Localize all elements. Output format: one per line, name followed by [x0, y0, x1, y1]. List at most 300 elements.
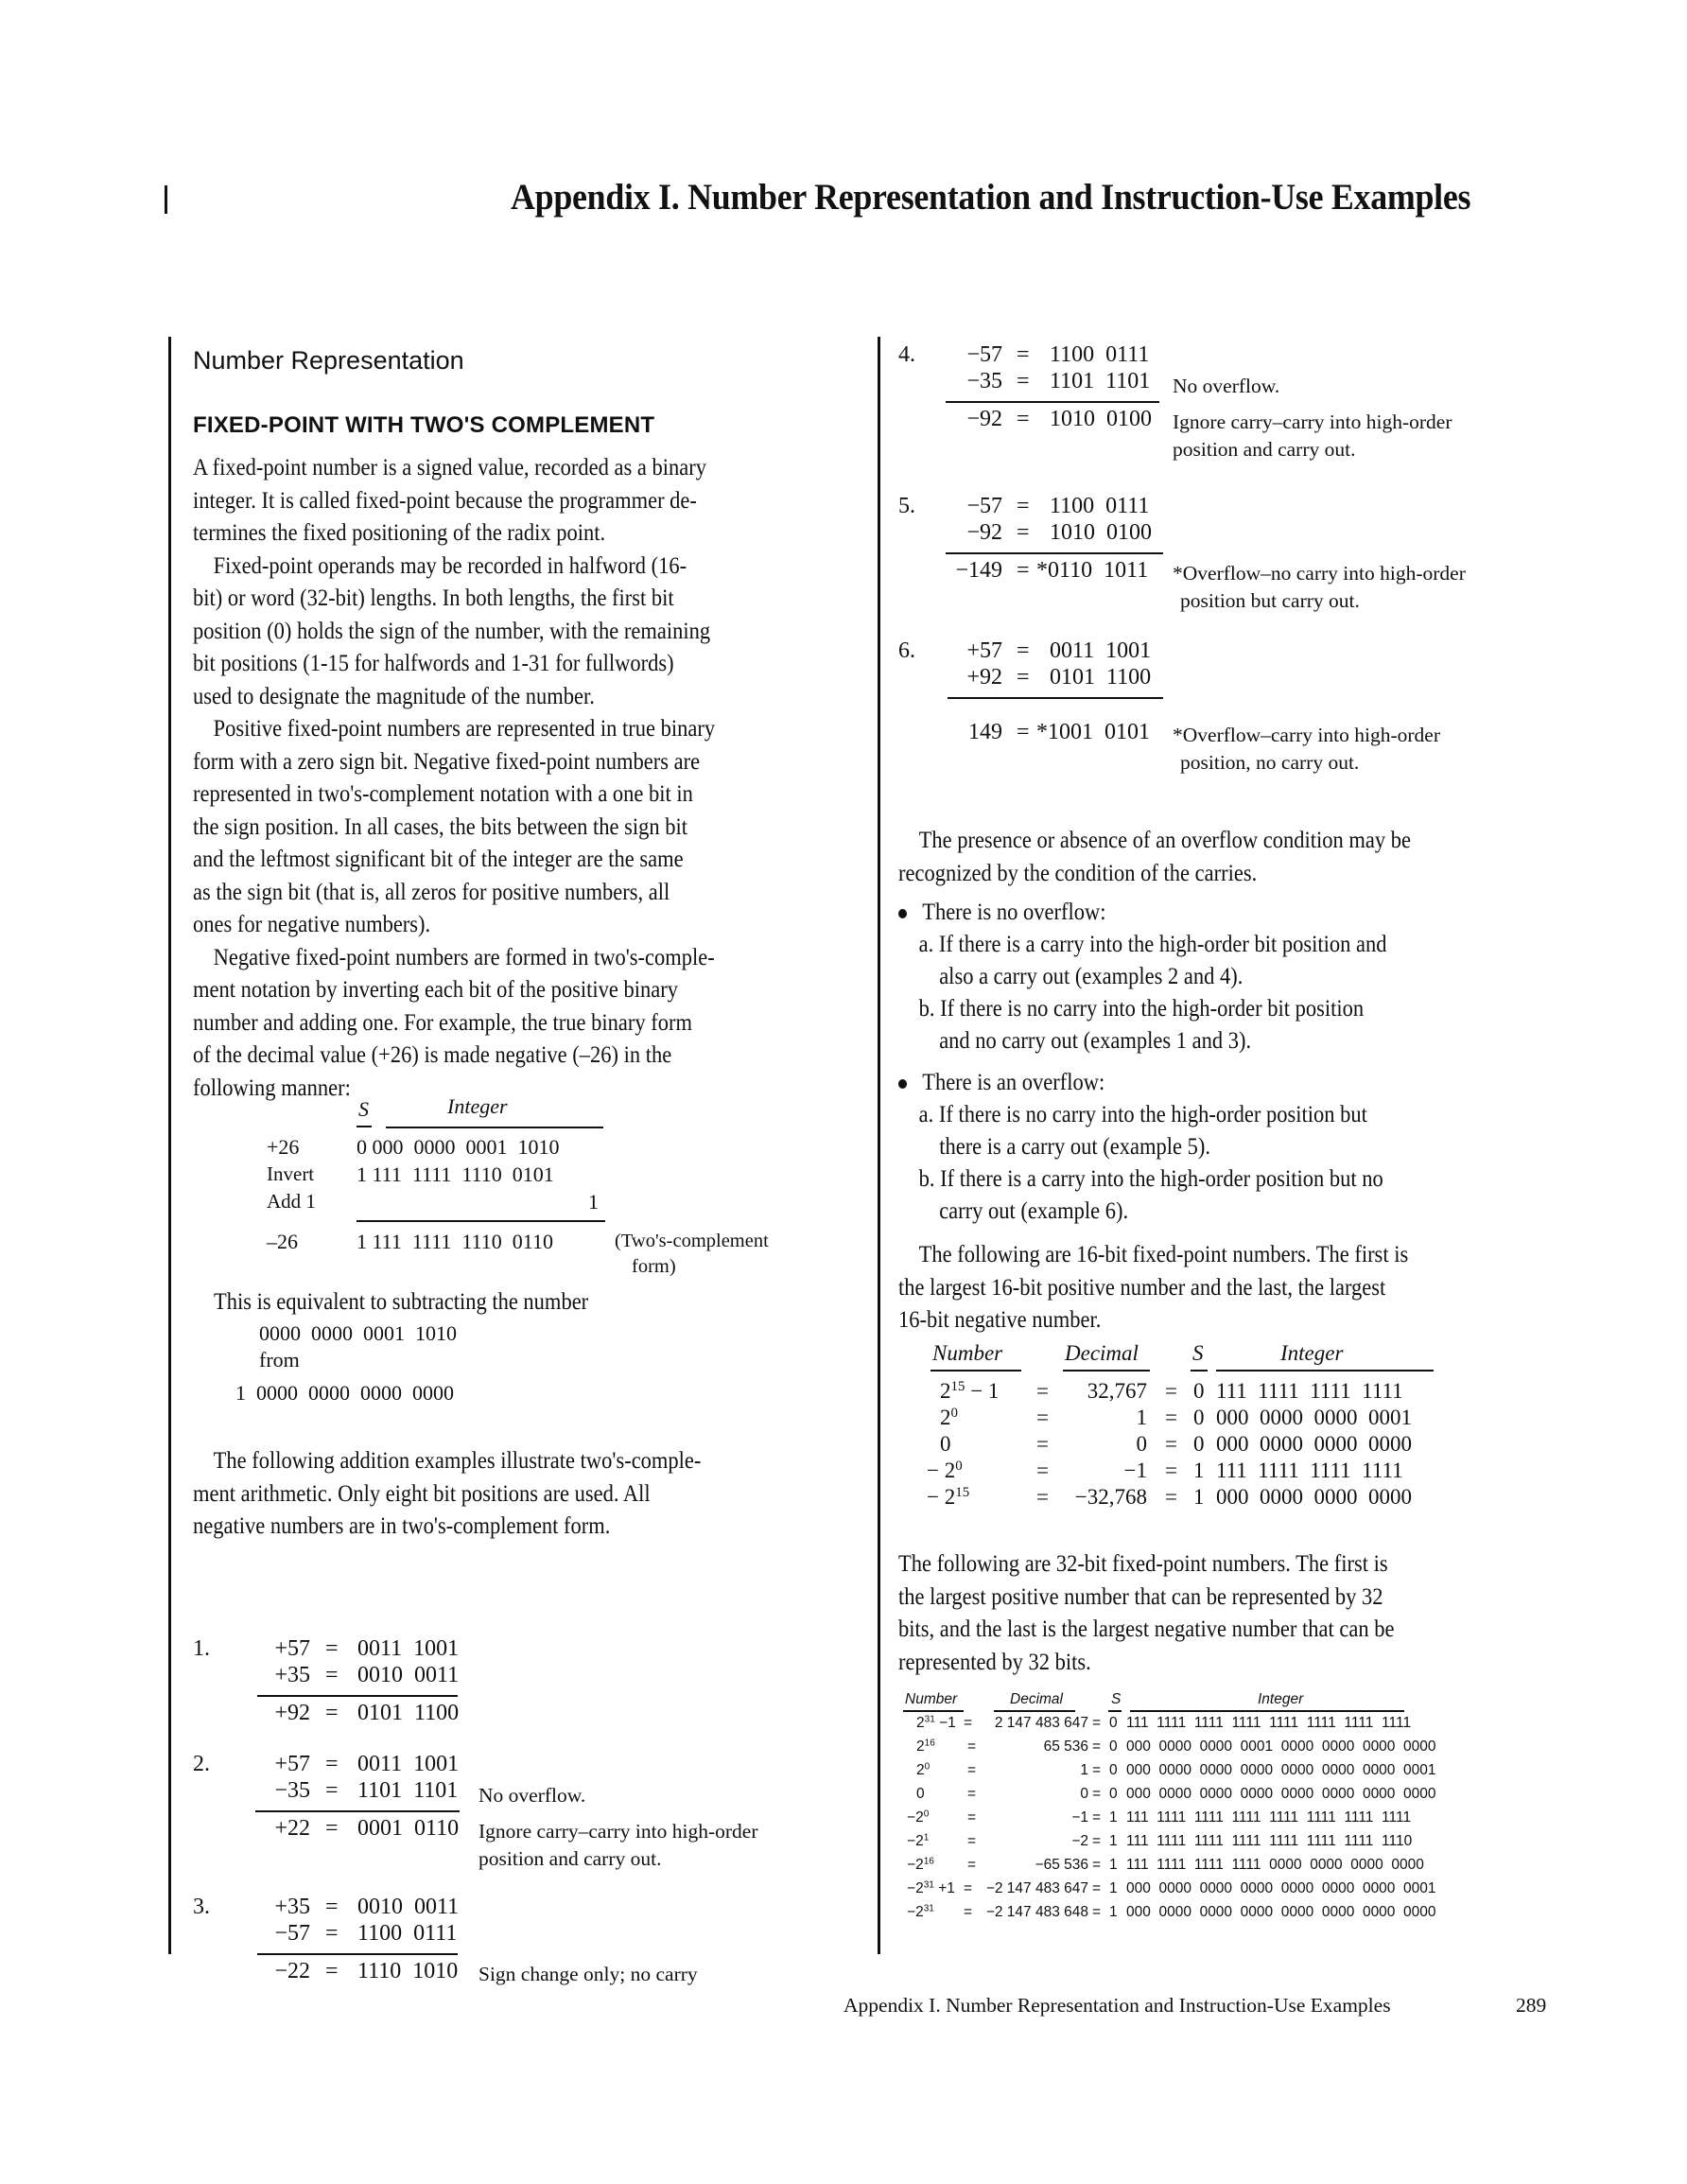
equals-sign: =: [1092, 1904, 1102, 1920]
neg-example-label-plus26: +26: [267, 1135, 300, 1159]
text-line: and the leftmost significant bit of the integer are the same: [193, 847, 684, 872]
result: −149: [955, 558, 1002, 583]
decimal-value: −1: [1123, 1459, 1147, 1482]
operand-a-bits: 0010 0011: [357, 1895, 460, 1919]
column-header-number: Number: [932, 1341, 1003, 1365]
operand-b: −57: [274, 1921, 310, 1946]
sign-bit: 0: [1193, 1432, 1205, 1456]
table-row: [916, 1786, 925, 1803]
text-line: Negative fixed-point numbers are formed in two's-comple-: [213, 944, 715, 970]
decimal-value: 0: [1136, 1432, 1147, 1456]
decimal-value: −1: [1071, 1809, 1088, 1826]
operand-a-bits: 1100 0111: [1050, 342, 1150, 367]
column-header-decimal: Decimal: [1065, 1341, 1139, 1365]
number-exponent: 15: [950, 1378, 965, 1394]
neg-example-label-invert: Invert: [267, 1162, 315, 1185]
page-title: Appendix I. Number Representation and Instruction-Use Examples: [511, 177, 1471, 218]
section-subheading: FIXED-POINT WITH TWO'S COMPLEMENT: [193, 412, 655, 438]
neg-example-label-minus26: –26: [267, 1230, 298, 1253]
column-header-integer: Integer: [1258, 1691, 1304, 1707]
equals-sign: =: [1092, 1809, 1102, 1826]
equals-sign: =: [1165, 1459, 1177, 1482]
sign-bit: 0: [1193, 1379, 1205, 1403]
table-row: [916, 1738, 935, 1756]
decimal-value: −2 147 483 647: [985, 1880, 1088, 1896]
page-number: 289: [1516, 1994, 1547, 2017]
text-line: bit positions (1-15 for halfwords and 1-31 for fullwords): [193, 651, 674, 676]
result: −22: [274, 1959, 310, 1983]
number-suffix: −1: [934, 1715, 956, 1731]
number-exponent: 15: [955, 1484, 970, 1500]
operand-b-note: No overflow.: [478, 1784, 586, 1807]
list-text: If there is a carry into the high-order position but no: [940, 1166, 1383, 1192]
text-line: Positive fixed-point numbers are represented in true binary: [213, 716, 716, 742]
equals-sign: =: [967, 1738, 977, 1755]
list-item: [898, 1163, 1386, 1196]
text-line: form with a zero sign bit. Negative fixed-point numbers are: [193, 748, 701, 775]
sign-bit: 0: [1109, 1762, 1118, 1778]
neg-example-bits-plus26: 0 000 0000 0001 1010: [357, 1135, 560, 1159]
paragraph-overflow: [898, 825, 1411, 890]
sign-bit: 1: [1109, 1833, 1118, 1849]
operand-b: −35: [966, 369, 1002, 393]
operand-b-bits: 0101 1100: [1050, 665, 1152, 690]
neg-example-label-add1: Add 1: [267, 1190, 316, 1213]
list-text: If there is no carry into the high-order position but: [938, 1102, 1367, 1127]
integer-bits: 111 1111 1111 1111 0000 0000 0000 0000: [1126, 1857, 1424, 1873]
integer-bits: 000 0000 0000 0001 0000 0000 0000 0000: [1126, 1738, 1436, 1755]
result-note: Sign change only; no carry: [478, 1963, 698, 1985]
neg-header-integer-underline: [386, 1127, 603, 1128]
table-row: [907, 1809, 929, 1826]
operand-a: +57: [274, 1752, 310, 1776]
number-base: 2: [915, 1880, 924, 1896]
column-header-s: S: [1192, 1341, 1204, 1365]
text-line: the sign position. In all cases, the bits between the sign bit: [193, 813, 688, 840]
integer-bits: 111 1111 1111 1111 1111 1111 1111 1111: [1126, 1715, 1412, 1731]
result: +92: [274, 1701, 310, 1725]
list-marker: a.: [918, 1102, 934, 1127]
text-line: The following addition examples illustrate two's-comple-: [213, 1448, 702, 1474]
table-row: [916, 1762, 930, 1779]
bullet-icon: [898, 909, 907, 918]
list-marker: b.: [918, 996, 935, 1022]
number-base: 2: [916, 1762, 925, 1778]
column-header-number: Number: [905, 1691, 958, 1707]
equals-sign: =: [1017, 369, 1030, 393]
equals-sign: =: [1092, 1857, 1102, 1873]
sign-bit: 0: [1109, 1738, 1118, 1755]
result-note: Ignore carry–carry into high-order: [1173, 411, 1452, 433]
operand-a-bits: 0011 1001: [357, 1752, 460, 1776]
text-line: following manner:: [193, 1075, 351, 1101]
text-line: The following are 16-bit fixed-point numbers. The first is: [918, 1242, 1409, 1267]
result-bits: *0110 1011: [1036, 558, 1149, 583]
paragraph-negative: [193, 942, 715, 1106]
result-note: *Overflow–no carry into high-order: [1173, 562, 1466, 585]
equals-sign: =: [967, 1786, 977, 1802]
table-row: [907, 1880, 955, 1897]
change-bar-title: [165, 185, 167, 214]
paragraph-16bit: [898, 1239, 1408, 1337]
operand-a: −57: [966, 342, 1002, 367]
example-number: 5.: [898, 494, 915, 518]
result-bits: 0001 0110: [357, 1816, 460, 1841]
equiv-value: 0000 0000 0001 1010: [259, 1321, 457, 1345]
number-base: 0: [940, 1432, 951, 1456]
sign-bit: 0: [1193, 1406, 1205, 1429]
equiv-from: from: [259, 1348, 300, 1372]
text-line: The presence or absence of an overflow condition may be: [918, 828, 1412, 853]
equals-sign: =: [967, 1833, 977, 1849]
left-paragraphs: [193, 452, 715, 1105]
decimal-value: −2: [1071, 1833, 1088, 1849]
result-note: Ignore carry–carry into high-order: [478, 1820, 758, 1843]
number-base: 2: [915, 1833, 924, 1849]
equals-sign: =: [967, 1762, 977, 1778]
paragraph-32bit: [898, 1548, 1394, 1679]
example-number: 6.: [898, 638, 915, 663]
operand-b-bits: 1010 0100: [1050, 520, 1152, 545]
text-line: bits, and the last is the largest negative number that can be: [898, 1616, 1395, 1642]
integer-bits: 111 1111 1111 1111 1111 1111 1111 1110: [1126, 1833, 1413, 1849]
number-sign: −: [907, 1880, 916, 1896]
paragraph-definition: [193, 452, 715, 550]
result-bits: 1010 0100: [1050, 407, 1152, 431]
table-row: [927, 1459, 963, 1483]
neg-header-s-underline: [357, 1126, 372, 1127]
number-suffix: +1: [933, 1880, 955, 1896]
table-row: [927, 1485, 969, 1510]
column-header-integer: Integer: [1280, 1341, 1344, 1365]
result-note-cont: position and carry out.: [1173, 438, 1356, 461]
list-item-cont: there is a carry out (example 5).: [939, 1134, 1210, 1160]
text-line: position (0) holds the sign of the number, with the remaining: [193, 618, 711, 644]
equals-sign: =: [1092, 1786, 1102, 1802]
equals-sign: =: [325, 1663, 339, 1687]
result-bits: *1001 0101: [1036, 720, 1150, 744]
equals-sign: =: [325, 1752, 339, 1776]
column-header-decimal: Decimal: [1010, 1691, 1063, 1707]
text-line: The following are 32-bit fixed-point numbers. The first is: [898, 1551, 1388, 1577]
equiv-sentence: This is equivalent to subtracting the number: [214, 1289, 589, 1315]
equals-sign: =: [325, 1921, 339, 1946]
decimal-value: 0: [1080, 1786, 1088, 1802]
text-line: ment arithmetic. Only eight bit positions are used. All: [193, 1480, 651, 1507]
integer-bits: 000 0000 0000 0000 0000 0000 0000 0001: [1126, 1880, 1436, 1896]
operand-b-note: No overflow.: [1173, 375, 1280, 397]
sum-rule: [946, 552, 1163, 554]
text-line: used to designate the magnitude of the number.: [193, 683, 595, 709]
number-exponent: 0: [924, 1761, 930, 1773]
integer-bits: 000 0000 0000 0000: [1216, 1432, 1412, 1456]
sign-bit: 1: [1109, 1904, 1118, 1920]
text-line: recognized by the condition of the carries.: [898, 860, 1258, 886]
equals-sign: =: [1036, 1459, 1049, 1482]
text-line: Fixed-point operands may be recorded in halfword (16-: [213, 552, 687, 579]
sum-rule: [946, 401, 1159, 403]
decimal-value: 32,767: [1087, 1379, 1147, 1403]
equals-sign: =: [1017, 665, 1030, 690]
operand-b-bits: 0010 0011: [357, 1663, 460, 1687]
integer-bits: 111 1111 1111 1111: [1216, 1379, 1403, 1403]
list-text: If there is a carry into the high-order bit position and: [938, 932, 1387, 957]
text-line: as the sign bit (that is, all zeros for positive numbers, all: [193, 879, 670, 905]
equals-sign: =: [964, 1880, 973, 1896]
number-base: 2: [940, 1379, 951, 1403]
neg-header-integer: Integer: [447, 1094, 508, 1118]
text-line: represented in two's-complement notation with a one bit in: [193, 781, 693, 807]
integer-bits: 000 0000 0000 0000: [1216, 1485, 1412, 1509]
sign-bit: 0: [1109, 1715, 1118, 1731]
number-exponent: 0: [923, 1808, 930, 1820]
decimal-value: −32,768: [1074, 1485, 1147, 1509]
number-exponent: 31: [923, 1903, 934, 1914]
equals-sign: =: [1017, 342, 1030, 367]
equals-sign: =: [1036, 1485, 1049, 1509]
table-row: [907, 1833, 929, 1850]
result: +22: [274, 1816, 310, 1841]
table-row: [940, 1432, 951, 1457]
equals-sign: =: [1017, 638, 1030, 663]
bullet-no-overflow: [898, 897, 1386, 929]
operand-a: −57: [966, 494, 1002, 518]
sign-bit: 0: [1109, 1786, 1118, 1802]
number-sign: −: [927, 1459, 945, 1482]
equals-sign: =: [1017, 720, 1030, 744]
operand-b-bits: 1101 1101: [357, 1778, 459, 1803]
operand-a: +35: [274, 1895, 310, 1919]
operand-b-bits: 1101 1101: [1050, 369, 1151, 393]
number-sign: −: [927, 1485, 945, 1509]
bullet-overflow: [898, 1067, 1386, 1099]
integer-bits: 000 0000 0000 0001: [1216, 1406, 1412, 1429]
number-base: 2: [940, 1406, 951, 1429]
number-sign: −: [907, 1833, 916, 1849]
text-line: ment notation by inverting each bit of the positive binary: [193, 977, 679, 1003]
decimal-value: 1: [1136, 1406, 1147, 1429]
operand-b: +92: [966, 665, 1002, 690]
number-exponent: 16: [924, 1738, 935, 1749]
header-underline: [1191, 1370, 1208, 1372]
sign-bit: 1: [1109, 1857, 1118, 1873]
text-line: 16-bit negative number.: [898, 1307, 1102, 1333]
equals-sign: =: [325, 1895, 339, 1919]
integer-bits: 111 1111 1111 1111: [1216, 1459, 1403, 1482]
number-base: 2: [915, 1857, 924, 1873]
sum-rule: [948, 697, 1163, 699]
list-marker: a.: [918, 932, 934, 957]
sign-bit: 1: [1109, 1809, 1118, 1826]
sum-rule: [257, 1953, 458, 1955]
table-row: [940, 1379, 999, 1404]
operand-a: +57: [966, 638, 1002, 663]
number-suffix: − 1: [965, 1379, 1000, 1403]
equals-sign: =: [1036, 1379, 1049, 1403]
overflow-conditions-list: [898, 897, 1386, 1228]
list-item: [898, 929, 1386, 961]
equals-sign: =: [964, 1904, 973, 1920]
equals-sign: =: [1017, 494, 1030, 518]
result: 149: [968, 720, 1002, 744]
neg-example-sum-rule: [357, 1220, 605, 1222]
example-number: 4.: [898, 342, 915, 367]
neg-example-bits-add1: 1: [588, 1190, 599, 1214]
decimal-value: 65 536: [1043, 1738, 1088, 1755]
number-base: 2: [915, 1809, 924, 1826]
equals-sign: =: [1017, 558, 1030, 583]
decimal-value: 2 147 483 647: [994, 1715, 1088, 1731]
sum-rule: [257, 1695, 458, 1697]
example-number: 2.: [193, 1752, 210, 1776]
equals-sign: =: [1092, 1833, 1102, 1849]
number-base: 0: [916, 1786, 925, 1802]
operand-a-bits: 1100 0111: [1050, 494, 1150, 518]
neg-example-note-cont: form): [632, 1256, 676, 1277]
column-header-s: S: [1111, 1691, 1122, 1707]
number-sign: −: [907, 1809, 916, 1826]
equiv-base: 1 0000 0000 0000 0000: [235, 1381, 454, 1405]
sign-bit: 1: [1109, 1880, 1118, 1896]
operand-a-bits: 0011 1001: [1050, 638, 1152, 663]
equals-sign: =: [325, 1816, 339, 1841]
text-line: the largest 16-bit positive number and the last, the largest: [898, 1274, 1386, 1301]
number-exponent: 0: [955, 1458, 963, 1474]
operand-a-bits: 0011 1001: [357, 1636, 460, 1661]
equals-sign: =: [1092, 1715, 1102, 1731]
equals-sign: =: [1092, 1762, 1102, 1778]
list-item: [898, 1099, 1386, 1131]
decimal-value: 1: [1080, 1762, 1088, 1778]
header-underline: [903, 1710, 964, 1712]
equals-sign: =: [1017, 520, 1030, 545]
list-item-cont: also a carry out (examples 2 and 4).: [939, 964, 1244, 989]
result-note-cont: position but carry out.: [1180, 589, 1360, 612]
number-exponent: 31: [924, 1714, 935, 1725]
paragraph-addition-intro: [193, 1445, 701, 1544]
header-underline: [1063, 1370, 1150, 1372]
equals-sign: =: [325, 1636, 339, 1661]
equals-sign: =: [1036, 1406, 1049, 1429]
header-underline: [994, 1710, 1075, 1712]
number-base: 2: [916, 1738, 925, 1755]
neg-example-bits-minus26: 1 111 1111 1110 0110: [357, 1230, 553, 1253]
result-bits: 0101 1100: [357, 1701, 460, 1725]
neg-example-bits-invert: 1 111 1111 1110 0101: [357, 1162, 554, 1186]
paragraph-lengths: [193, 550, 715, 714]
result-note-cont: position and carry out.: [478, 1847, 662, 1870]
operand-b-bits: 1100 0111: [357, 1921, 458, 1946]
text-line: negative numbers are in two's-complement form.: [193, 1513, 611, 1539]
table-row: [916, 1715, 956, 1732]
number-base: 2: [944, 1485, 956, 1509]
number-exponent: 1: [923, 1832, 930, 1843]
integer-bits: 000 0000 0000 0000 0000 0000 0000 0000: [1126, 1786, 1436, 1802]
table-row: [940, 1406, 958, 1430]
table-row: [907, 1904, 934, 1921]
number-exponent: 16: [923, 1856, 934, 1867]
text-line: bit) or word (32-bit) lengths. In both lengths, the first bit: [193, 585, 674, 611]
equals-sign: =: [325, 1701, 339, 1725]
list-item-cont: carry out (example 6).: [939, 1198, 1129, 1224]
number-exponent: 31: [923, 1879, 934, 1891]
equals-sign: =: [1165, 1406, 1177, 1429]
text-line: integer. It is called fixed-point because the programmer de-: [193, 487, 697, 514]
equals-sign: =: [967, 1857, 977, 1873]
equals-sign: =: [1165, 1379, 1177, 1403]
number-base: 2: [944, 1459, 956, 1482]
decimal-value: −2 147 483 648: [985, 1904, 1088, 1920]
table-row: [907, 1857, 934, 1874]
operand-a: +57: [274, 1636, 310, 1661]
number-base: 2: [916, 1715, 925, 1731]
list-item: [898, 993, 1386, 1025]
equals-sign: =: [967, 1809, 977, 1826]
equals-sign: =: [325, 1959, 339, 1983]
text-line: termines the fixed positioning of the radix point.: [193, 520, 606, 546]
result-bits: 1110 1010: [357, 1959, 459, 1983]
text-line: ones for negative numbers).: [193, 912, 431, 937]
equals-sign: =: [1036, 1432, 1049, 1456]
equals-sign: =: [325, 1778, 339, 1803]
sign-bit: 1: [1193, 1459, 1205, 1482]
text-line: A fixed-point number is a signed value, recorded as a binary: [193, 455, 706, 480]
header-underline: [930, 1370, 1021, 1372]
equals-sign: =: [1165, 1485, 1177, 1509]
list-text: If there is no carry into the high-order bit position: [940, 996, 1365, 1022]
text-line: number and adding one. For example, the true binary form: [193, 1009, 692, 1036]
integer-bits: 000 0000 0000 0000 0000 0000 0000 0000: [1126, 1904, 1436, 1920]
header-underline: [1108, 1710, 1122, 1712]
example-number: 1.: [193, 1636, 210, 1661]
text-line: of the decimal value (+26) is made negative (–26) in the: [193, 1042, 672, 1068]
page-footer: Appendix I. Number Representation and Instruction-Use Examples: [844, 1994, 1391, 2017]
number-sign: −: [907, 1857, 916, 1873]
sign-bit: 1: [1193, 1485, 1205, 1509]
change-bar-right-column: [878, 337, 880, 1954]
paragraph-positive: [193, 713, 715, 942]
section-heading: Number Representation: [193, 346, 464, 375]
integer-bits: 000 0000 0000 0000 0000 0000 0000 0001: [1126, 1762, 1436, 1778]
bullet-label: There is no overflow:: [922, 900, 1106, 925]
number-sign: −: [907, 1904, 916, 1920]
decimal-value: −65 536: [1035, 1857, 1088, 1873]
equals-sign: =: [1017, 407, 1030, 431]
number-exponent: 0: [950, 1405, 958, 1421]
result: −92: [966, 407, 1002, 431]
text-line: represented by 32 bits.: [898, 1649, 1091, 1675]
number-base: 2: [915, 1904, 924, 1920]
list-marker: b.: [918, 1166, 935, 1192]
result-note: *Overflow–carry into high-order: [1173, 724, 1440, 746]
sum-rule: [255, 1810, 460, 1812]
equals-sign: =: [964, 1715, 973, 1731]
equals-sign: =: [1165, 1432, 1177, 1456]
example-number: 3.: [193, 1895, 210, 1919]
neg-header-s: S: [358, 1097, 369, 1121]
result-note-cont: position, no carry out.: [1180, 751, 1360, 774]
bullet-label: There is an overflow:: [922, 1070, 1105, 1095]
operand-b: +35: [274, 1663, 310, 1687]
header-underline: [1130, 1710, 1404, 1712]
operand-b: −35: [274, 1778, 310, 1803]
integer-bits: 111 1111 1111 1111 1111 1111 1111 1111: [1126, 1809, 1412, 1826]
neg-example-note: (Two's-complement: [615, 1231, 769, 1251]
equals-sign: =: [1092, 1880, 1102, 1896]
header-underline: [1216, 1370, 1434, 1372]
bullet-icon: [898, 1079, 907, 1089]
equals-sign: =: [1092, 1738, 1102, 1755]
